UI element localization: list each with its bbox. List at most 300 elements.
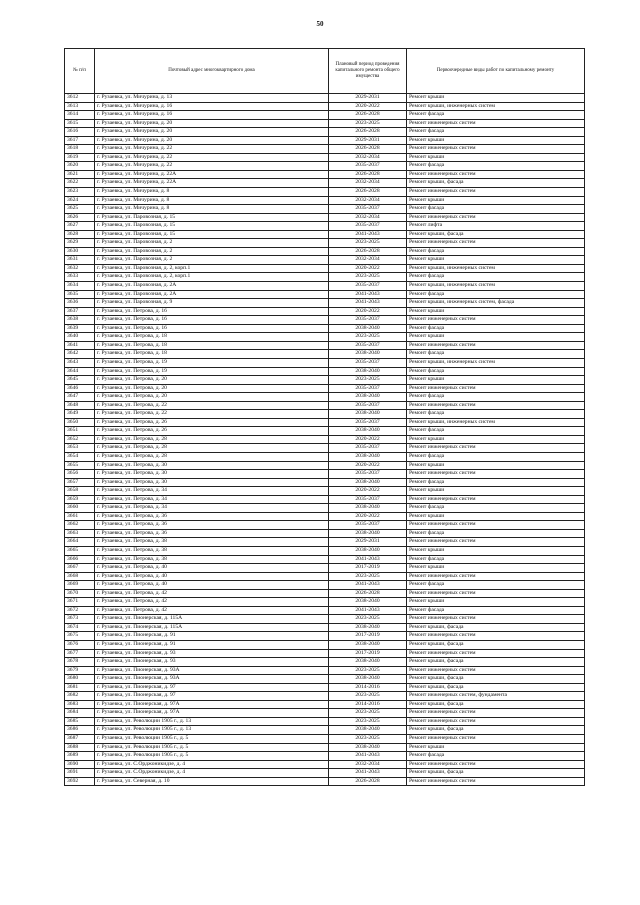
row-address: г. Рузаевка, ул. Петрова, д. 26 (95, 418, 329, 427)
row-works: Ремонт крыши (407, 546, 585, 555)
row-address: г. Рузаевка, ул. Петрова, д. 18 (95, 341, 329, 350)
row-address: г. Рузаевка, ул. Петрова, д. 16 (95, 324, 329, 333)
row-works: Ремонт крыши, фасада (407, 675, 585, 684)
row-works: Ремонт крыши, фасада (407, 641, 585, 650)
row-number: 3649 (65, 410, 95, 419)
table-row (65, 512, 585, 521)
row-number: 3621 (65, 170, 95, 179)
row-period: 2023-2025 (329, 239, 407, 248)
row-address: г. Рузаевка, ул. Петрова, д. 42 (95, 598, 329, 607)
table-row (65, 538, 585, 547)
row-address: г. Рузаевка, ул. Петрова, д. 30 (95, 470, 329, 479)
table-row (65, 649, 585, 658)
row-number: 3669 (65, 581, 95, 590)
row-period: 2020-2022 (329, 461, 407, 470)
table-row (65, 589, 585, 598)
row-works: Ремонт крыши, фасада (407, 623, 585, 632)
table-row (65, 709, 585, 718)
row-number: 3628 (65, 230, 95, 239)
row-number: 3672 (65, 606, 95, 615)
row-works: Ремонт крыши, фасада (407, 700, 585, 709)
row-period: 2026-2028 (329, 589, 407, 598)
row-number: 3630 (65, 247, 95, 256)
table-row (65, 777, 585, 786)
row-period: 2035-2037 (329, 495, 407, 504)
row-address: г. Рузаевка, ул. Паровозная, д. 2 (95, 256, 329, 265)
row-number: 3640 (65, 333, 95, 342)
row-number: 3676 (65, 641, 95, 650)
row-works: Ремонт крыши, инженерных систем (407, 264, 585, 273)
table-row (65, 316, 585, 325)
table-header-row (65, 49, 585, 94)
row-works: Ремонт фасада (407, 529, 585, 538)
row-number: 3635 (65, 290, 95, 299)
table-row (65, 683, 585, 692)
row-period: 2020-2022 (329, 264, 407, 273)
row-address: г. Рузаевка, ул. Петрова, д. 22 (95, 410, 329, 419)
row-address: г. Рузаевка, ул. Пионерская, д. 91 (95, 641, 329, 650)
row-number: 3657 (65, 478, 95, 487)
row-works: Ремонт фасада (407, 452, 585, 461)
row-period: 2038-2040 (329, 546, 407, 555)
row-number: 3655 (65, 461, 95, 470)
row-period: 2023-2025 (329, 273, 407, 282)
row-period: 2035-2037 (329, 418, 407, 427)
table-row (65, 615, 585, 624)
row-number: 3646 (65, 384, 95, 393)
table-row (65, 153, 585, 162)
row-works: Ремонт инженерных систем (407, 341, 585, 350)
row-period: 2032-2034 (329, 196, 407, 205)
row-number: 3681 (65, 683, 95, 692)
row-period: 2035-2037 (329, 282, 407, 291)
row-works: Ремонт инженерных систем (407, 666, 585, 675)
table-row (65, 743, 585, 752)
table-row (65, 162, 585, 171)
row-period: 2020-2022 (329, 102, 407, 111)
row-works: Ремонт крыши, инженерных систем (407, 102, 585, 111)
row-period: 2023-2025 (329, 376, 407, 385)
row-works: Ремонт крыши (407, 196, 585, 205)
row-works: Ремонт крыши (407, 153, 585, 162)
row-address: г. Рузаевка, ул. Мичурина, д. 22 (95, 162, 329, 171)
row-number: 3615 (65, 119, 95, 128)
row-works: Ремонт фасада (407, 427, 585, 436)
row-works: Ремонт инженерных систем (407, 213, 585, 222)
table-row (65, 435, 585, 444)
row-address: г. Рузаевка, ул. Петрова, д. 42 (95, 589, 329, 598)
row-address: г. Рузаевка, ул. Петрова, д. 26 (95, 427, 329, 436)
row-period: 2035-2037 (329, 222, 407, 231)
row-number: 3642 (65, 350, 95, 359)
row-works: Ремонт инженерных систем (407, 760, 585, 769)
row-period: 2038-2040 (329, 478, 407, 487)
table-row (65, 572, 585, 581)
row-period: 2041-2043 (329, 290, 407, 299)
row-number: 3626 (65, 213, 95, 222)
row-period: 2038-2040 (329, 452, 407, 461)
row-period: 2017-2019 (329, 564, 407, 573)
row-address: г. Рузаевка, ул. Петрова, д. 40 (95, 581, 329, 590)
row-period: 2035-2037 (329, 470, 407, 479)
table-row (65, 521, 585, 530)
row-period: 2020-2022 (329, 487, 407, 496)
row-works: Ремонт инженерных систем (407, 145, 585, 154)
row-works: Ремонт инженерных систем (407, 615, 585, 624)
row-address: г. Рузаевка, ул. Петрова, д. 40 (95, 572, 329, 581)
row-address: г. Рузаевка, ул. Петрова, д. 36 (95, 512, 329, 521)
row-address: г. Рузаевка, ул. Северная, д. 10 (95, 777, 329, 786)
row-number: 3644 (65, 367, 95, 376)
row-address: г. Рузаевка, ул. Паровозная, д. 15 (95, 230, 329, 239)
row-address: г. Рузаевка, ул. Петрова, д. 38 (95, 538, 329, 547)
row-address: г. Рузаевка, ул. Мичурина, д. 20 (95, 119, 329, 128)
header-period: Плановый период проведения капитального ремонта общего имущества (329, 49, 407, 94)
row-address: г. Рузаевка, ул. Петрова, д. 16 (95, 316, 329, 325)
row-number: 3638 (65, 316, 95, 325)
row-number: 3613 (65, 102, 95, 111)
row-works: Ремонт крыши, фасада (407, 683, 585, 692)
table-row (65, 461, 585, 470)
row-works: Ремонт крыши (407, 564, 585, 573)
row-period: 2017-2019 (329, 649, 407, 658)
row-works: Ремонт крыши (407, 376, 585, 385)
page-number: 50 (316, 20, 324, 28)
row-works: Ремонт крыши (407, 435, 585, 444)
table-row (65, 205, 585, 214)
row-address: г. Рузаевка, ул. Пионерская, д. 93 (95, 649, 329, 658)
row-works: Ремонт крыши, фасада (407, 726, 585, 735)
row-works: Ремонт фасада (407, 752, 585, 761)
row-address: г. Рузаевка, ул. Паровозная, д. 15 (95, 222, 329, 231)
table-row (65, 290, 585, 299)
table-row (65, 623, 585, 632)
row-works: Ремонт инженерных систем (407, 649, 585, 658)
row-works: Ремонт фасада (407, 205, 585, 214)
row-number: 3653 (65, 444, 95, 453)
row-period: 2029-2031 (329, 538, 407, 547)
row-number: 3631 (65, 256, 95, 265)
table-row (65, 128, 585, 137)
table-row (65, 760, 585, 769)
table-row (65, 230, 585, 239)
row-works: Ремонт инженерных систем (407, 717, 585, 726)
row-period: 2038-2040 (329, 350, 407, 359)
row-period: 2032-2034 (329, 256, 407, 265)
table-row (65, 658, 585, 667)
table-row (65, 350, 585, 359)
row-period: 2041-2043 (329, 581, 407, 590)
row-period: 2023-2025 (329, 709, 407, 718)
row-address: г. Рузаевка, ул. Революции 1905 г., д. 13 (95, 726, 329, 735)
row-period: 2038-2040 (329, 427, 407, 436)
row-number: 3677 (65, 649, 95, 658)
table-row (65, 726, 585, 735)
row-number: 3678 (65, 658, 95, 667)
table-row (65, 632, 585, 641)
row-period: 2035-2037 (329, 205, 407, 214)
row-period: 2023-2025 (329, 666, 407, 675)
row-address: г. Рузаевка, ул. С.Орджоникидзе, д. 4 (95, 769, 329, 778)
row-period: 2035-2037 (329, 162, 407, 171)
row-period: 2029-2031 (329, 136, 407, 145)
row-works: Ремонт крыши (407, 333, 585, 342)
table-row (65, 213, 585, 222)
row-period: 2035-2037 (329, 316, 407, 325)
row-address: г. Рузаевка, ул. Петрова, д. 34 (95, 504, 329, 513)
row-address: г. Рузаевка, ул. Петрова, д. 38 (95, 546, 329, 555)
row-address: г. Рузаевка, ул. Петрова, д. 20 (95, 384, 329, 393)
row-period: 2035-2037 (329, 401, 407, 410)
table-row (65, 675, 585, 684)
table-row (65, 700, 585, 709)
row-period: 2032-2034 (329, 153, 407, 162)
row-number: 3652 (65, 435, 95, 444)
row-period: 2023-2025 (329, 692, 407, 701)
row-works: Ремонт инженерных систем (407, 316, 585, 325)
row-number: 3647 (65, 393, 95, 402)
table-row (65, 358, 585, 367)
table-row (65, 529, 585, 538)
row-period: 2023-2025 (329, 572, 407, 581)
row-works: Ремонт инженерных систем (407, 239, 585, 248)
row-number: 3617 (65, 136, 95, 145)
row-address: г. Рузаевка, ул. Пионерская, д. 97 (95, 692, 329, 701)
row-works: Ремонт фасада (407, 111, 585, 120)
row-period: 2035-2037 (329, 341, 407, 350)
row-address: г. Рузаевка, ул. Пионерская, д. 91 (95, 632, 329, 641)
row-address: г. Рузаевка, ул. Петрова, д. 16 (95, 307, 329, 316)
row-period: 2038-2040 (329, 658, 407, 667)
row-number: 3674 (65, 623, 95, 632)
table-row (65, 367, 585, 376)
row-address: г. Рузаевка, ул. Мичурина, д. 13 (95, 94, 329, 103)
table-row (65, 641, 585, 650)
row-period: 2020-2022 (329, 435, 407, 444)
row-period: 2038-2040 (329, 743, 407, 752)
table-row (65, 256, 585, 265)
row-period: 2041-2043 (329, 299, 407, 308)
row-works: Ремонт инженерных систем (407, 572, 585, 581)
table-row (65, 247, 585, 256)
row-address: г. Рузаевка, ул. Паровозная, д. 15 (95, 213, 329, 222)
table-row (65, 94, 585, 103)
table-row (65, 452, 585, 461)
row-works: Ремонт инженерных систем (407, 170, 585, 179)
table-row (65, 564, 585, 573)
row-number: 3683 (65, 700, 95, 709)
row-number: 3633 (65, 273, 95, 282)
table-row (65, 239, 585, 248)
table-row (65, 273, 585, 282)
row-address: г. Рузаевка, ул. Петрова, д. 20 (95, 393, 329, 402)
row-number: 3679 (65, 666, 95, 675)
row-works: Ремонт фасада (407, 367, 585, 376)
row-address: г. Рузаевка, ул. Петрова, д. 38 (95, 555, 329, 564)
row-address: г. Рузаевка, ул. Паровозная, д. 2А (95, 290, 329, 299)
row-number: 3651 (65, 427, 95, 436)
row-works: Ремонт крыши (407, 461, 585, 470)
row-works: Ремонт фасада (407, 478, 585, 487)
row-period: 2023-2025 (329, 333, 407, 342)
row-address: г. Рузаевка, ул. Паровозная, д. 2А (95, 282, 329, 291)
row-number: 3650 (65, 418, 95, 427)
row-address: г. Рузаевка, ул. Петрова, д. 36 (95, 521, 329, 530)
table-row (65, 444, 585, 453)
row-works: Ремонт крыши (407, 136, 585, 145)
row-number: 3618 (65, 145, 95, 154)
row-number: 3627 (65, 222, 95, 231)
table-row (65, 470, 585, 479)
row-works: Ремонт инженерных систем (407, 538, 585, 547)
row-address: г. Рузаевка, ул. Петрова, д. 28 (95, 444, 329, 453)
row-address: г. Рузаевка, ул. Пионерская, д. 115А (95, 623, 329, 632)
row-address: г. Рузаевка, ул. Петрова, д. 30 (95, 478, 329, 487)
row-works: Ремонт инженерных систем (407, 384, 585, 393)
row-number: 3688 (65, 743, 95, 752)
row-works: Ремонт инженерных систем (407, 444, 585, 453)
row-number: 3632 (65, 264, 95, 273)
row-period: 2038-2040 (329, 529, 407, 538)
row-number: 3612 (65, 94, 95, 103)
table-row (65, 111, 585, 120)
header-num: № п/п (65, 49, 95, 94)
row-works: Ремонт фасада (407, 555, 585, 564)
row-period: 2026-2028 (329, 247, 407, 256)
row-number: 3684 (65, 709, 95, 718)
row-period: 2032-2034 (329, 760, 407, 769)
table-row (65, 478, 585, 487)
table-row (65, 136, 585, 145)
row-number: 3643 (65, 358, 95, 367)
row-works: Ремонт фасада (407, 290, 585, 299)
table-row (65, 504, 585, 513)
row-works: Ремонт фасада (407, 606, 585, 615)
row-address: г. Рузаевка, ул. Петрова, д. 22 (95, 401, 329, 410)
row-number: 3692 (65, 777, 95, 786)
table-row (65, 170, 585, 179)
row-works: Ремонт инженерных систем (407, 589, 585, 598)
row-number: 3665 (65, 546, 95, 555)
row-address: г. Рузаевка, ул. Паровозная, д. 9 (95, 299, 329, 308)
row-works: Ремонт инженерных систем (407, 470, 585, 479)
row-address: г. Рузаевка, ул. Паровозная, д. 2 (95, 247, 329, 256)
row-address: г. Рузаевка, ул. Мичурина, д. 20 (95, 136, 329, 145)
row-works: Ремонт фасада (407, 247, 585, 256)
row-works: Ремонт инженерных систем (407, 632, 585, 641)
row-number: 3661 (65, 512, 95, 521)
row-works: Ремонт крыши, фасада (407, 658, 585, 667)
row-period: 2026-2028 (329, 777, 407, 786)
header-address: Почтовый адрес многоквартирного дома (95, 49, 329, 94)
table-row (65, 333, 585, 342)
table-row (65, 427, 585, 436)
row-period: 2020-2022 (329, 512, 407, 521)
row-period: 2035-2037 (329, 521, 407, 530)
table-row (65, 299, 585, 308)
row-works: Ремонт фасада (407, 504, 585, 513)
row-works: Ремонт фасада (407, 393, 585, 402)
row-period: 2023-2025 (329, 615, 407, 624)
table-row (65, 487, 585, 496)
row-works: Ремонт фасада (407, 324, 585, 333)
row-address: г. Рузаевка, ул. Революции 1905 г., д. 5 (95, 735, 329, 744)
row-address: г. Рузаевка, ул. Петрова, д. 19 (95, 367, 329, 376)
row-number: 3623 (65, 188, 95, 197)
row-period: 2038-2040 (329, 393, 407, 402)
row-works: Ремонт крыши, фасада (407, 230, 585, 239)
row-period: 2032-2034 (329, 179, 407, 188)
row-works: Ремонт крыши, инженерных систем (407, 358, 585, 367)
row-address: г. Рузаевка, ул. С.Орджоникидзе, д. 4 (95, 760, 329, 769)
table-row (65, 752, 585, 761)
row-address: г. Рузаевка, ул. Петрова, д. 34 (95, 487, 329, 496)
row-number: 3639 (65, 324, 95, 333)
row-number: 3671 (65, 598, 95, 607)
row-period: 2038-2040 (329, 675, 407, 684)
row-address: г. Рузаевка, ул. Мичурина, д. 22 (95, 153, 329, 162)
table-row (65, 188, 585, 197)
row-address: г. Рузаевка, ул. Пионерская, д. 93А (95, 666, 329, 675)
row-number: 3666 (65, 555, 95, 564)
table-row (65, 495, 585, 504)
row-works: Ремонт фасада (407, 273, 585, 282)
row-number: 3637 (65, 307, 95, 316)
row-number: 3668 (65, 572, 95, 581)
row-address: г. Рузаевка, ул. Пионерская, д. 93А (95, 675, 329, 684)
row-works: Ремонт крыши (407, 256, 585, 265)
row-address: г. Рузаевка, ул. Петрова, д. 40 (95, 564, 329, 573)
row-number: 3616 (65, 128, 95, 137)
row-address: г. Рузаевка, ул. Паровозная, д. 2, корп.1 (95, 273, 329, 282)
row-period: 2020-2022 (329, 307, 407, 316)
row-period: 2014-2016 (329, 683, 407, 692)
table-row (65, 692, 585, 701)
row-address: г. Рузаевка, ул. Пионерская, д. 97 (95, 683, 329, 692)
row-period: 2026-2028 (329, 170, 407, 179)
row-address: г. Рузаевка, ул. Мичурина, д. 8 (95, 188, 329, 197)
table-row (65, 769, 585, 778)
row-period: 2029-2031 (329, 94, 407, 103)
row-number: 3662 (65, 521, 95, 530)
table-row (65, 222, 585, 231)
row-period: 2038-2040 (329, 726, 407, 735)
row-period: 2023-2025 (329, 717, 407, 726)
row-address: г. Рузаевка, ул. Паровозная, д. 2 (95, 239, 329, 248)
table-row (65, 102, 585, 111)
row-works: Ремонт инженерных систем (407, 709, 585, 718)
row-number: 3658 (65, 487, 95, 496)
row-number: 3660 (65, 504, 95, 513)
row-address: г. Рузаевка, ул. Революции 1905 г., д. 13 (95, 717, 329, 726)
row-works: Ремонт фасада (407, 410, 585, 419)
table-row (65, 384, 585, 393)
row-works: Ремонт крыши (407, 487, 585, 496)
table-row (65, 606, 585, 615)
row-period: 2032-2034 (329, 213, 407, 222)
row-works: Ремонт фасада (407, 128, 585, 137)
row-works: Ремонт инженерных систем (407, 521, 585, 530)
row-works: Ремонт лифта (407, 222, 585, 231)
table-row (65, 666, 585, 675)
table-row (65, 401, 585, 410)
row-address: г. Рузаевка, ул. Петрова, д. 42 (95, 606, 329, 615)
row-address: г. Рузаевка, ул. Мичурина, д. 22 (95, 145, 329, 154)
row-works: Ремонт крыши (407, 307, 585, 316)
row-period: 2041-2043 (329, 230, 407, 239)
row-number: 3682 (65, 692, 95, 701)
table-row (65, 376, 585, 385)
